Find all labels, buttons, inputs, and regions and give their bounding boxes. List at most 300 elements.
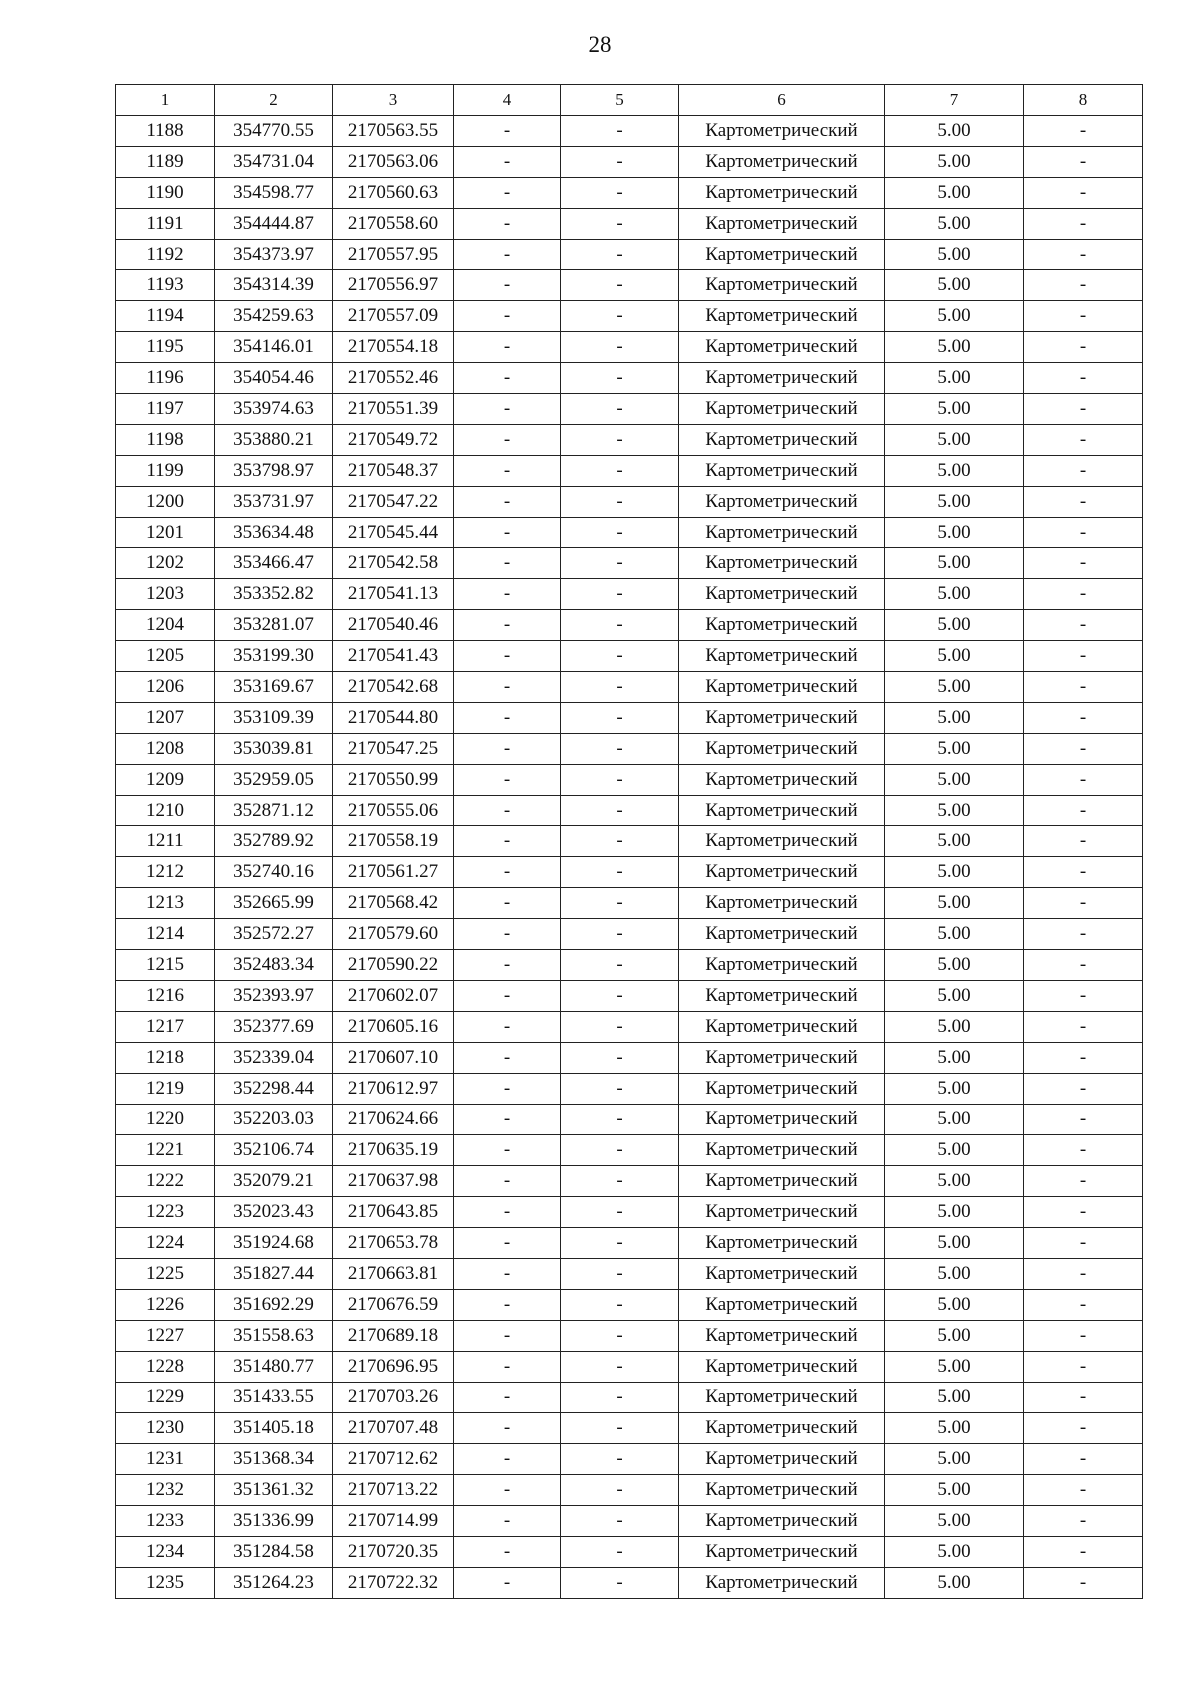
column-5-cell: -: [561, 1011, 679, 1042]
column-4-cell: -: [454, 1289, 561, 1320]
column-5-cell: -: [561, 1444, 679, 1475]
column-8-cell: -: [1024, 1135, 1143, 1166]
column-8-cell: -: [1024, 394, 1143, 425]
x-coordinate-cell: 352871.12: [215, 795, 333, 826]
column-5-cell: -: [561, 116, 679, 147]
y-coordinate-cell: 2170602.07: [333, 980, 454, 1011]
column-header-1: 1: [116, 85, 215, 116]
x-coordinate-cell: 352023.43: [215, 1197, 333, 1228]
method-cell: Картометрический: [679, 950, 885, 981]
accuracy-cell: 5.00: [885, 1228, 1024, 1259]
accuracy-cell: 5.00: [885, 301, 1024, 332]
x-coordinate-cell: 353109.39: [215, 702, 333, 733]
column-5-cell: -: [561, 1228, 679, 1259]
y-coordinate-cell: 2170557.09: [333, 301, 454, 332]
method-cell: Картометрический: [679, 424, 885, 455]
column-header-5: 5: [561, 85, 679, 116]
column-5-cell: -: [561, 1135, 679, 1166]
column-4-cell: -: [454, 919, 561, 950]
table-row: [116, 1042, 1143, 1073]
column-5-cell: -: [561, 1475, 679, 1506]
column-5-cell: -: [561, 548, 679, 579]
column-8-cell: -: [1024, 1289, 1143, 1320]
point-number-cell: 1213: [116, 888, 215, 919]
accuracy-cell: 5.00: [885, 116, 1024, 147]
accuracy-cell: 5.00: [885, 486, 1024, 517]
column-4-cell: -: [454, 857, 561, 888]
x-coordinate-cell: 353352.82: [215, 579, 333, 610]
y-coordinate-cell: 2170547.22: [333, 486, 454, 517]
column-5-cell: -: [561, 394, 679, 425]
column-header-8: 8: [1024, 85, 1143, 116]
column-8-cell: -: [1024, 1073, 1143, 1104]
column-8-cell: -: [1024, 826, 1143, 857]
accuracy-cell: 5.00: [885, 455, 1024, 486]
column-8-cell: -: [1024, 764, 1143, 795]
column-8-cell: -: [1024, 1258, 1143, 1289]
column-8-cell: -: [1024, 146, 1143, 177]
y-coordinate-cell: 2170544.80: [333, 702, 454, 733]
x-coordinate-cell: 351361.32: [215, 1475, 333, 1506]
column-5-cell: -: [561, 1382, 679, 1413]
point-number-cell: 1202: [116, 548, 215, 579]
column-4-cell: -: [454, 1320, 561, 1351]
table-row: [116, 1444, 1143, 1475]
point-number-cell: 1211: [116, 826, 215, 857]
column-5-cell: -: [561, 424, 679, 455]
accuracy-cell: 5.00: [885, 610, 1024, 641]
column-8-cell: -: [1024, 1011, 1143, 1042]
x-coordinate-cell: 351692.29: [215, 1289, 333, 1320]
x-coordinate-cell: 353798.97: [215, 455, 333, 486]
column-5-cell: -: [561, 208, 679, 239]
table-row: [116, 702, 1143, 733]
accuracy-cell: 5.00: [885, 1166, 1024, 1197]
accuracy-cell: 5.00: [885, 888, 1024, 919]
column-5-cell: -: [561, 888, 679, 919]
column-5-cell: -: [561, 610, 679, 641]
column-8-cell: -: [1024, 980, 1143, 1011]
method-cell: Картометрический: [679, 1258, 885, 1289]
column-5-cell: -: [561, 795, 679, 826]
column-4-cell: -: [454, 1444, 561, 1475]
column-8-cell: -: [1024, 1444, 1143, 1475]
column-8-cell: -: [1024, 1536, 1143, 1567]
column-8-cell: -: [1024, 455, 1143, 486]
column-4-cell: -: [454, 1011, 561, 1042]
x-coordinate-cell: 351558.63: [215, 1320, 333, 1351]
x-coordinate-cell: 351368.34: [215, 1444, 333, 1475]
table-row: [116, 733, 1143, 764]
column-5-cell: -: [561, 270, 679, 301]
column-4-cell: -: [454, 672, 561, 703]
column-5-cell: -: [561, 1197, 679, 1228]
method-cell: Картометрический: [679, 1320, 885, 1351]
y-coordinate-cell: 2170590.22: [333, 950, 454, 981]
method-cell: Картометрический: [679, 116, 885, 147]
table-row: [116, 1320, 1143, 1351]
column-8-cell: -: [1024, 548, 1143, 579]
x-coordinate-cell: 354373.97: [215, 239, 333, 270]
table-row: [116, 672, 1143, 703]
column-5-cell: -: [561, 733, 679, 764]
method-cell: Картометрический: [679, 1011, 885, 1042]
point-number-cell: 1199: [116, 455, 215, 486]
column-header-7: 7: [885, 85, 1024, 116]
x-coordinate-cell: 351405.18: [215, 1413, 333, 1444]
column-5-cell: -: [561, 919, 679, 950]
column-8-cell: -: [1024, 579, 1143, 610]
column-5-cell: -: [561, 363, 679, 394]
point-number-cell: 1203: [116, 579, 215, 610]
x-coordinate-cell: 352298.44: [215, 1073, 333, 1104]
column-5-cell: -: [561, 980, 679, 1011]
method-cell: Картометрический: [679, 795, 885, 826]
method-cell: Картометрический: [679, 702, 885, 733]
method-cell: Картометрический: [679, 301, 885, 332]
column-8-cell: -: [1024, 332, 1143, 363]
table-row: [116, 301, 1143, 332]
x-coordinate-cell: 353466.47: [215, 548, 333, 579]
method-cell: Картометрический: [679, 1228, 885, 1259]
y-coordinate-cell: 2170558.19: [333, 826, 454, 857]
point-number-cell: 1223: [116, 1197, 215, 1228]
column-4-cell: -: [454, 795, 561, 826]
accuracy-cell: 5.00: [885, 1135, 1024, 1166]
point-number-cell: 1219: [116, 1073, 215, 1104]
column-4-cell: -: [454, 1413, 561, 1444]
column-4-cell: -: [454, 1258, 561, 1289]
column-8-cell: -: [1024, 363, 1143, 394]
point-number-cell: 1212: [116, 857, 215, 888]
x-coordinate-cell: 352740.16: [215, 857, 333, 888]
column-4-cell: -: [454, 270, 561, 301]
column-5-cell: -: [561, 1258, 679, 1289]
accuracy-cell: 5.00: [885, 424, 1024, 455]
column-4-cell: -: [454, 1506, 561, 1537]
x-coordinate-cell: 353039.81: [215, 733, 333, 764]
method-cell: Картометрический: [679, 610, 885, 641]
point-number-cell: 1224: [116, 1228, 215, 1259]
point-number-cell: 1192: [116, 239, 215, 270]
column-8-cell: -: [1024, 1567, 1143, 1598]
table-row: [116, 919, 1143, 950]
y-coordinate-cell: 2170635.19: [333, 1135, 454, 1166]
column-5-cell: -: [561, 1042, 679, 1073]
column-8-cell: -: [1024, 177, 1143, 208]
method-cell: Картометрический: [679, 980, 885, 1011]
column-4-cell: -: [454, 1073, 561, 1104]
x-coordinate-cell: 352959.05: [215, 764, 333, 795]
method-cell: Картометрический: [679, 1382, 885, 1413]
y-coordinate-cell: 2170541.43: [333, 641, 454, 672]
point-number-cell: 1198: [116, 424, 215, 455]
table-row: [116, 116, 1143, 147]
column-8-cell: -: [1024, 1475, 1143, 1506]
method-cell: Картометрический: [679, 857, 885, 888]
column-4-cell: -: [454, 208, 561, 239]
y-coordinate-cell: 2170713.22: [333, 1475, 454, 1506]
method-cell: Картометрический: [679, 517, 885, 548]
point-number-cell: 1231: [116, 1444, 215, 1475]
column-4-cell: -: [454, 1228, 561, 1259]
column-8-cell: -: [1024, 1228, 1143, 1259]
method-cell: Картометрический: [679, 270, 885, 301]
method-cell: Картометрический: [679, 1289, 885, 1320]
x-coordinate-cell: 351827.44: [215, 1258, 333, 1289]
point-number-cell: 1218: [116, 1042, 215, 1073]
method-cell: Картометрический: [679, 239, 885, 270]
method-cell: Картометрический: [679, 826, 885, 857]
column-5-cell: -: [561, 1567, 679, 1598]
column-4-cell: -: [454, 702, 561, 733]
point-number-cell: 1215: [116, 950, 215, 981]
table-row: [116, 1073, 1143, 1104]
accuracy-cell: 5.00: [885, 1197, 1024, 1228]
method-cell: Картометрический: [679, 579, 885, 610]
point-number-cell: 1205: [116, 641, 215, 672]
method-cell: Картометрический: [679, 486, 885, 517]
table-row: [116, 980, 1143, 1011]
accuracy-cell: 5.00: [885, 579, 1024, 610]
column-4-cell: -: [454, 641, 561, 672]
x-coordinate-cell: 354259.63: [215, 301, 333, 332]
column-5-cell: -: [561, 857, 679, 888]
y-coordinate-cell: 2170555.06: [333, 795, 454, 826]
y-coordinate-cell: 2170720.35: [333, 1536, 454, 1567]
column-4-cell: -: [454, 1166, 561, 1197]
method-cell: Картометрический: [679, 641, 885, 672]
column-header-4: 4: [454, 85, 561, 116]
x-coordinate-cell: 353281.07: [215, 610, 333, 641]
y-coordinate-cell: 2170548.37: [333, 455, 454, 486]
column-8-cell: -: [1024, 888, 1143, 919]
table-row: [116, 394, 1143, 425]
column-8-cell: -: [1024, 919, 1143, 950]
y-coordinate-cell: 2170563.55: [333, 116, 454, 147]
column-8-cell: -: [1024, 950, 1143, 981]
point-number-cell: 1208: [116, 733, 215, 764]
table-row: [116, 1351, 1143, 1382]
point-number-cell: 1194: [116, 301, 215, 332]
column-8-cell: -: [1024, 610, 1143, 641]
accuracy-cell: 5.00: [885, 1567, 1024, 1598]
accuracy-cell: 5.00: [885, 1536, 1024, 1567]
column-8-cell: -: [1024, 1197, 1143, 1228]
point-number-cell: 1195: [116, 332, 215, 363]
column-4-cell: -: [454, 1536, 561, 1567]
accuracy-cell: 5.00: [885, 1258, 1024, 1289]
accuracy-cell: 5.00: [885, 177, 1024, 208]
column-4-cell: -: [454, 1475, 561, 1506]
x-coordinate-cell: 351336.99: [215, 1506, 333, 1537]
y-coordinate-cell: 2170549.72: [333, 424, 454, 455]
x-coordinate-cell: 352572.27: [215, 919, 333, 950]
column-5-cell: -: [561, 826, 679, 857]
method-cell: Картометрический: [679, 764, 885, 795]
accuracy-cell: 5.00: [885, 270, 1024, 301]
accuracy-cell: 5.00: [885, 1289, 1024, 1320]
method-cell: Картометрический: [679, 1073, 885, 1104]
column-4-cell: -: [454, 455, 561, 486]
accuracy-cell: 5.00: [885, 1104, 1024, 1135]
y-coordinate-cell: 2170551.39: [333, 394, 454, 425]
column-4-cell: -: [454, 548, 561, 579]
point-number-cell: 1234: [116, 1536, 215, 1567]
method-cell: Картометрический: [679, 1413, 885, 1444]
table-row: [116, 1166, 1143, 1197]
x-coordinate-cell: 354054.46: [215, 363, 333, 394]
accuracy-cell: 5.00: [885, 857, 1024, 888]
column-4-cell: -: [454, 1104, 561, 1135]
x-coordinate-cell: 353731.97: [215, 486, 333, 517]
point-number-cell: 1228: [116, 1351, 215, 1382]
method-cell: Картометрический: [679, 548, 885, 579]
x-coordinate-cell: 351480.77: [215, 1351, 333, 1382]
point-number-cell: 1200: [116, 486, 215, 517]
column-5-cell: -: [561, 486, 679, 517]
column-4-cell: -: [454, 1382, 561, 1413]
column-4-cell: -: [454, 146, 561, 177]
accuracy-cell: 5.00: [885, 363, 1024, 394]
column-5-cell: -: [561, 301, 679, 332]
table-row: [116, 270, 1143, 301]
table-row: [116, 548, 1143, 579]
y-coordinate-cell: 2170607.10: [333, 1042, 454, 1073]
accuracy-cell: 5.00: [885, 1042, 1024, 1073]
point-number-cell: 1217: [116, 1011, 215, 1042]
table-row: [116, 208, 1143, 239]
method-cell: Картометрический: [679, 1444, 885, 1475]
column-5-cell: -: [561, 146, 679, 177]
table-row: [116, 1475, 1143, 1506]
column-header-3: 3: [333, 85, 454, 116]
table-row: [116, 1536, 1143, 1567]
table-row: [116, 764, 1143, 795]
header-row: [116, 85, 1143, 116]
point-number-cell: 1233: [116, 1506, 215, 1537]
method-cell: Картометрический: [679, 1104, 885, 1135]
x-coordinate-cell: 354146.01: [215, 332, 333, 363]
column-4-cell: -: [454, 888, 561, 919]
y-coordinate-cell: 2170707.48: [333, 1413, 454, 1444]
accuracy-cell: 5.00: [885, 641, 1024, 672]
table-row: [116, 1197, 1143, 1228]
point-number-cell: 1201: [116, 517, 215, 548]
column-5-cell: -: [561, 455, 679, 486]
table-body: [116, 116, 1143, 1599]
accuracy-cell: 5.00: [885, 795, 1024, 826]
table-row: [116, 486, 1143, 517]
point-number-cell: 1216: [116, 980, 215, 1011]
table-row: [116, 1228, 1143, 1259]
accuracy-cell: 5.00: [885, 980, 1024, 1011]
x-coordinate-cell: 354731.04: [215, 146, 333, 177]
x-coordinate-cell: 353169.67: [215, 672, 333, 703]
point-number-cell: 1193: [116, 270, 215, 301]
point-number-cell: 1189: [116, 146, 215, 177]
column-5-cell: -: [561, 1073, 679, 1104]
y-coordinate-cell: 2170722.32: [333, 1567, 454, 1598]
column-8-cell: -: [1024, 1382, 1143, 1413]
y-coordinate-cell: 2170663.81: [333, 1258, 454, 1289]
column-4-cell: -: [454, 1197, 561, 1228]
y-coordinate-cell: 2170714.99: [333, 1506, 454, 1537]
x-coordinate-cell: 354598.77: [215, 177, 333, 208]
x-coordinate-cell: 352393.97: [215, 980, 333, 1011]
y-coordinate-cell: 2170624.66: [333, 1104, 454, 1135]
point-number-cell: 1191: [116, 208, 215, 239]
table-row: [116, 888, 1143, 919]
table-row: [116, 1011, 1143, 1042]
y-coordinate-cell: 2170554.18: [333, 332, 454, 363]
y-coordinate-cell: 2170689.18: [333, 1320, 454, 1351]
accuracy-cell: 5.00: [885, 1073, 1024, 1104]
column-5-cell: -: [561, 1166, 679, 1197]
table-row: [116, 1413, 1143, 1444]
point-number-cell: 1209: [116, 764, 215, 795]
column-4-cell: -: [454, 486, 561, 517]
table-row: [116, 1506, 1143, 1537]
x-coordinate-cell: 352106.74: [215, 1135, 333, 1166]
x-coordinate-cell: 354314.39: [215, 270, 333, 301]
column-4-cell: -: [454, 1042, 561, 1073]
column-5-cell: -: [561, 672, 679, 703]
column-header-2: 2: [215, 85, 333, 116]
column-8-cell: -: [1024, 517, 1143, 548]
accuracy-cell: 5.00: [885, 826, 1024, 857]
accuracy-cell: 5.00: [885, 1011, 1024, 1042]
column-4-cell: -: [454, 733, 561, 764]
method-cell: Картометрический: [679, 394, 885, 425]
y-coordinate-cell: 2170676.59: [333, 1289, 454, 1320]
y-coordinate-cell: 2170542.58: [333, 548, 454, 579]
table-row: [116, 146, 1143, 177]
page-number: 28: [588, 32, 612, 57]
column-5-cell: -: [561, 579, 679, 610]
method-cell: Картометрический: [679, 733, 885, 764]
column-8-cell: -: [1024, 1320, 1143, 1351]
column-5-cell: -: [561, 332, 679, 363]
point-number-cell: 1222: [116, 1166, 215, 1197]
column-4-cell: -: [454, 764, 561, 795]
accuracy-cell: 5.00: [885, 1444, 1024, 1475]
method-cell: Картометрический: [679, 1135, 885, 1166]
y-coordinate-cell: 2170563.06: [333, 146, 454, 177]
point-number-cell: 1230: [116, 1413, 215, 1444]
accuracy-cell: 5.00: [885, 146, 1024, 177]
x-coordinate-cell: 351284.58: [215, 1536, 333, 1567]
column-8-cell: -: [1024, 857, 1143, 888]
accuracy-cell: 5.00: [885, 950, 1024, 981]
y-coordinate-cell: 2170545.44: [333, 517, 454, 548]
point-number-cell: 1196: [116, 363, 215, 394]
table-row: [116, 177, 1143, 208]
method-cell: Картометрический: [679, 1506, 885, 1537]
table-row: [116, 1567, 1143, 1598]
column-5-cell: -: [561, 950, 679, 981]
column-5-cell: -: [561, 177, 679, 208]
point-number-cell: 1206: [116, 672, 215, 703]
y-coordinate-cell: 2170557.95: [333, 239, 454, 270]
y-coordinate-cell: 2170552.46: [333, 363, 454, 394]
coordinates-table: [115, 84, 1143, 1599]
column-5-cell: -: [561, 239, 679, 270]
method-cell: Картометрический: [679, 455, 885, 486]
x-coordinate-cell: 351433.55: [215, 1382, 333, 1413]
column-8-cell: -: [1024, 486, 1143, 517]
y-coordinate-cell: 2170547.25: [333, 733, 454, 764]
